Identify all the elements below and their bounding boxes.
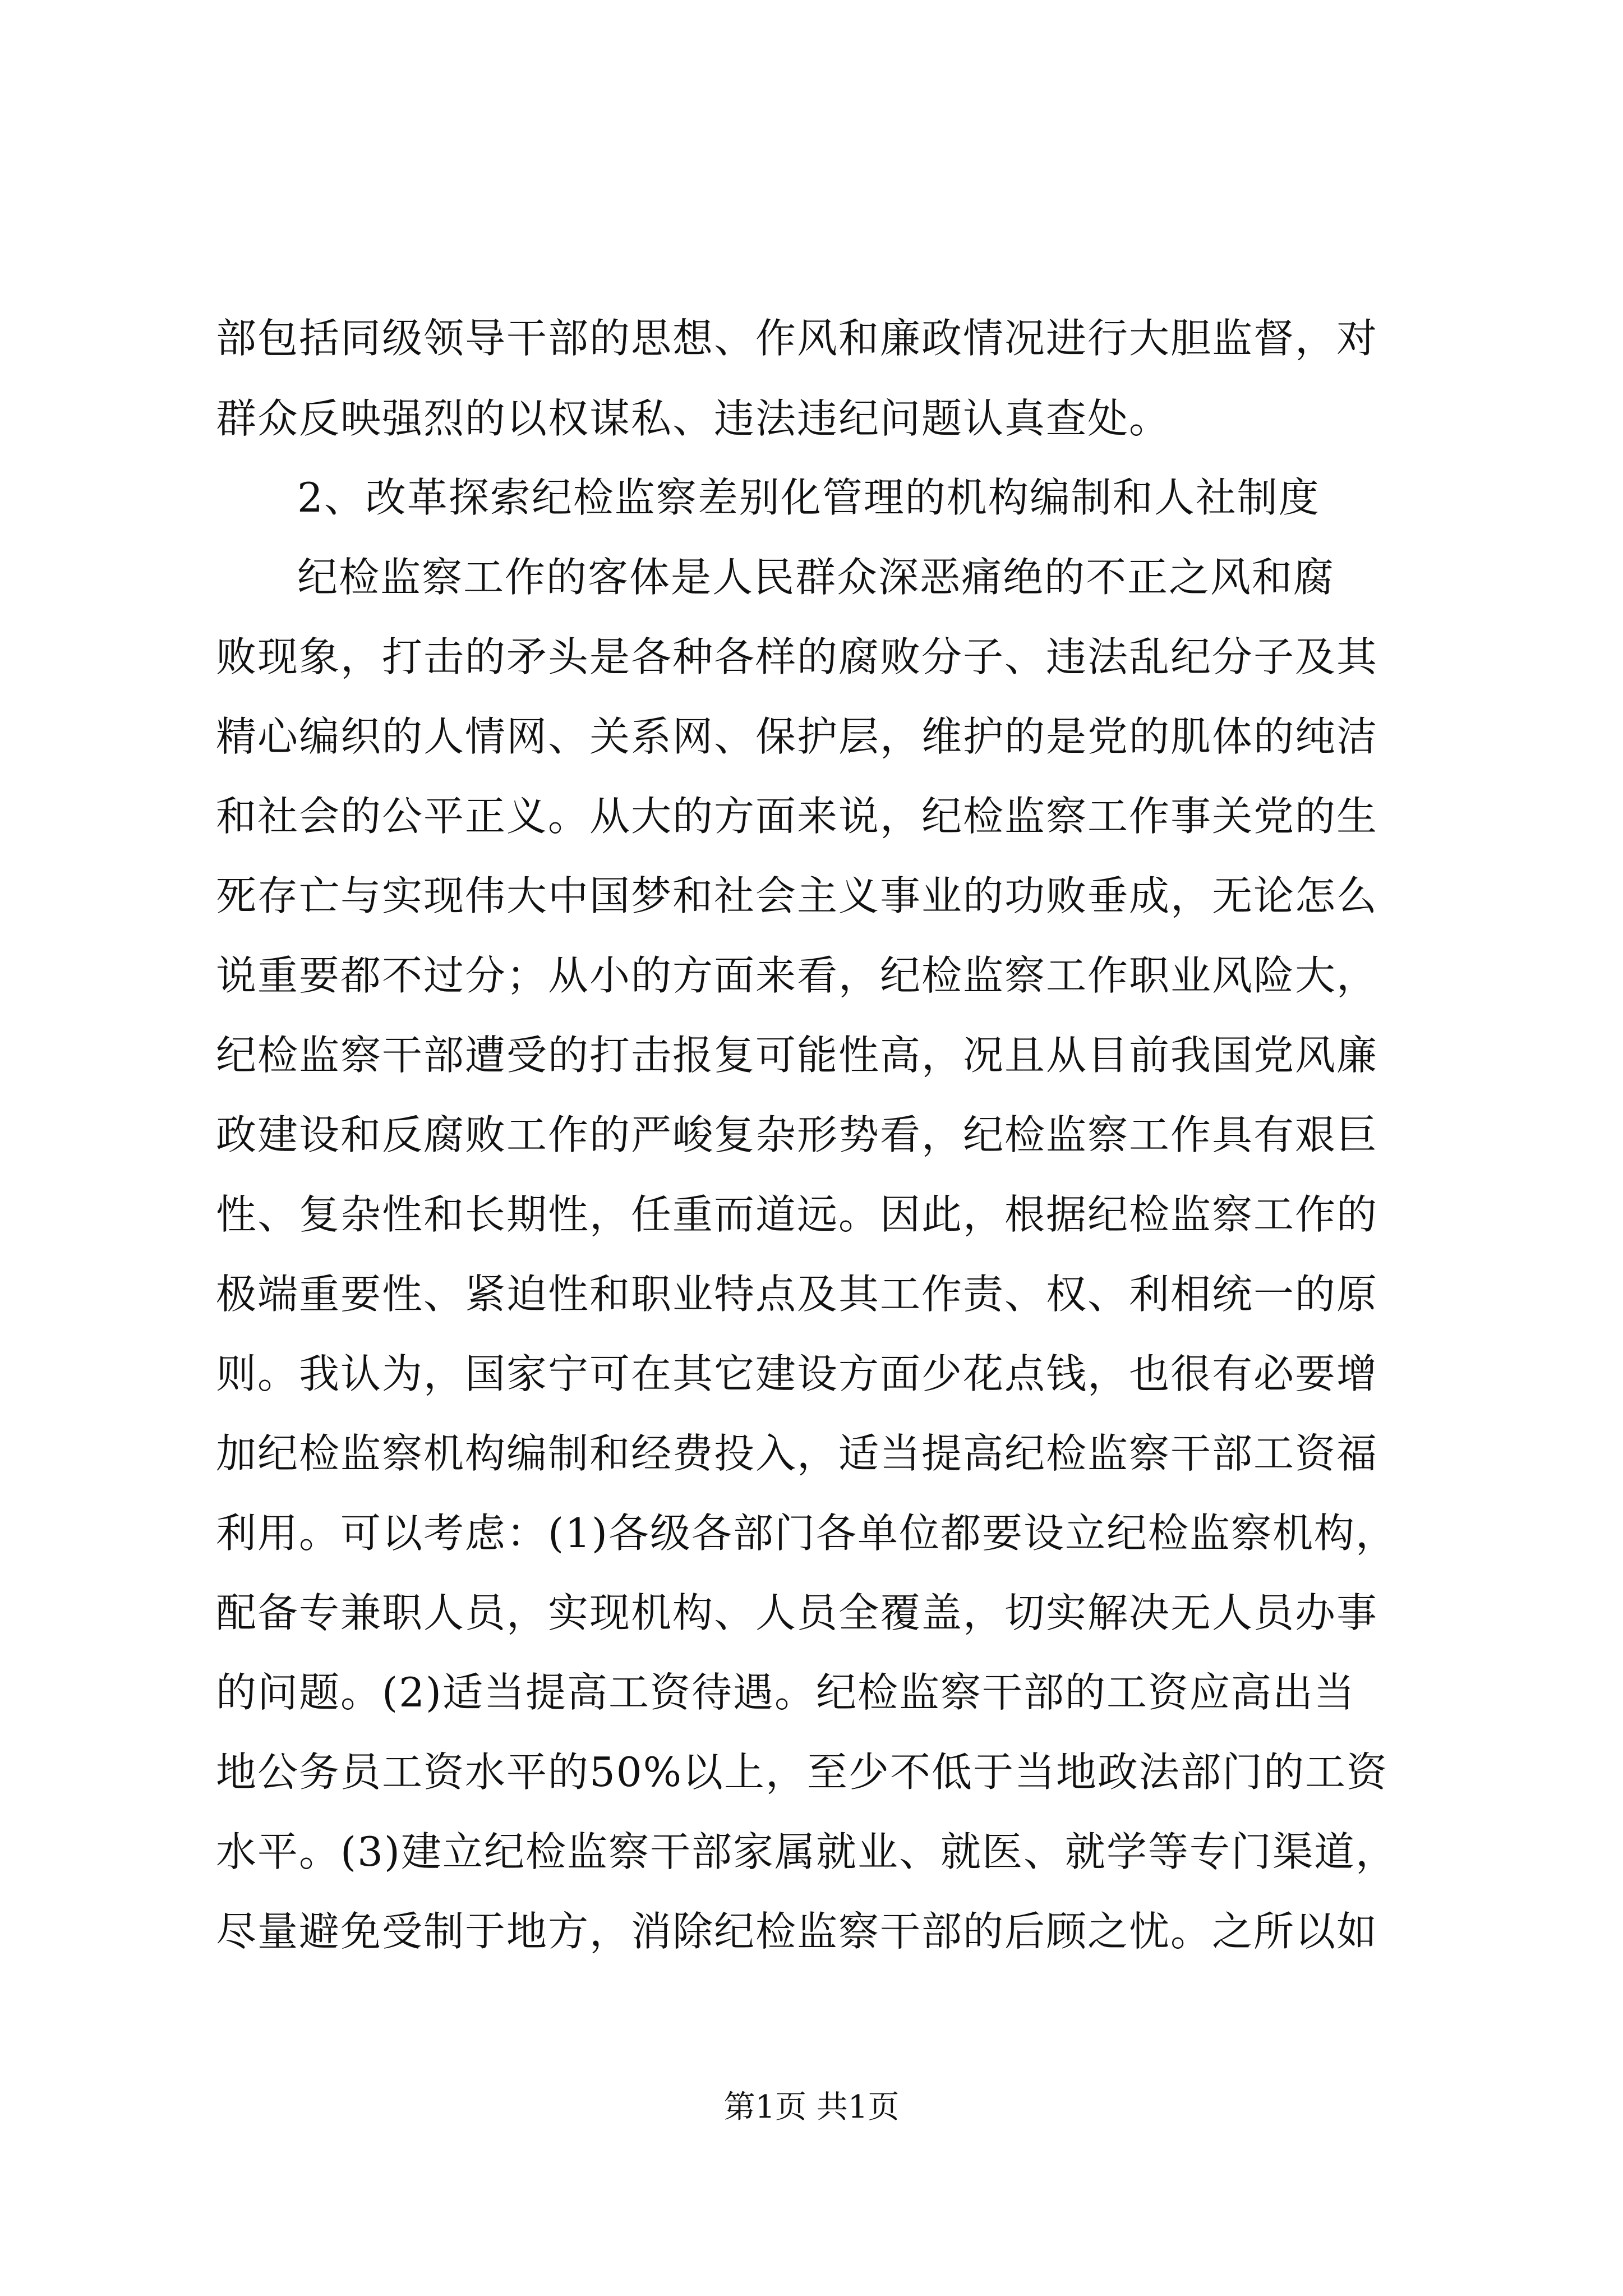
text-line: 加纪检监察机构编制和经费投入，适当提高纪检监察干部工资福 (216, 1430, 1378, 1477)
text-line: 性、复杂性和长期性，任重而道远。因此，根据纪检监察工作的 (216, 1191, 1378, 1238)
text-line: 水平。(3)建立纪检监察干部家属就业、就医、就学等专门渠道， (216, 1828, 1397, 1875)
text-line: 政建设和反腐败工作的严峻复杂形势看，纪检监察工作具有艰巨 (216, 1111, 1378, 1158)
text-line: 败现象，打击的矛头是各种各样的腐败分子、违法乱纪分子及其 (216, 633, 1378, 680)
text-line: 和社会的公平正义。从大的方面来说，纪检监察工作事关党的生 (216, 793, 1378, 840)
text-line: 配备专兼职人员，实现机构、人员全覆盖，切实解决无人员办事 (216, 1589, 1378, 1636)
text-line: 纪检监察工作的客体是人民群众深恶痛绝的不正之风和腐 (297, 554, 1335, 601)
page-number-footer: 第1页 共1页 (723, 2089, 900, 2125)
text-line: 纪检监察干部遭受的打击报复可能性高，况且从目前我国党风廉 (216, 1032, 1378, 1079)
text-line: 的问题。(2)适当提高工资待遇。纪检监察干部的工资应高出当 (216, 1669, 1355, 1716)
text-line: 则。我认为，国家宁可在其它建设方面少花点钱，也很有必要增 (216, 1350, 1378, 1397)
text-line: 死存亡与实现伟大中国梦和社会主义事业的功败垂成，无论怎么 (216, 872, 1378, 919)
text-line: 利用。可以考虑：(1)各级各部门各单位都要设立纪检监察机构， (216, 1510, 1397, 1557)
text-line: 说重要都不过分；从小的方面来看，纪检监察工作职业风险大， (216, 952, 1378, 999)
text-line: 尽量避免受制于地方，消除纪检监察干部的后顾之忧。之所以如 (216, 1908, 1378, 1955)
section-heading: 2、改革探索纪检监察差别化管理的机构编制和人社制度 (297, 474, 1320, 521)
text-line: 精心编织的人情网、关系网、保护层，维护的是党的肌体的纯洁 (216, 713, 1378, 760)
text-line: 地公务员工资水平的50%以上，至少不低于当地政法部门的工资 (216, 1749, 1389, 1796)
text-line: 极端重要性、紧迫性和职业特点及其工作责、权、利相统一的原 (216, 1271, 1378, 1318)
text-line: 部包括同级领导干部的思想、作风和廉政情况进行大胆监督，对 (216, 315, 1378, 362)
text-line: 群众反映强烈的以权谋私、违法违纪问题认真查处。 (216, 395, 1171, 442)
